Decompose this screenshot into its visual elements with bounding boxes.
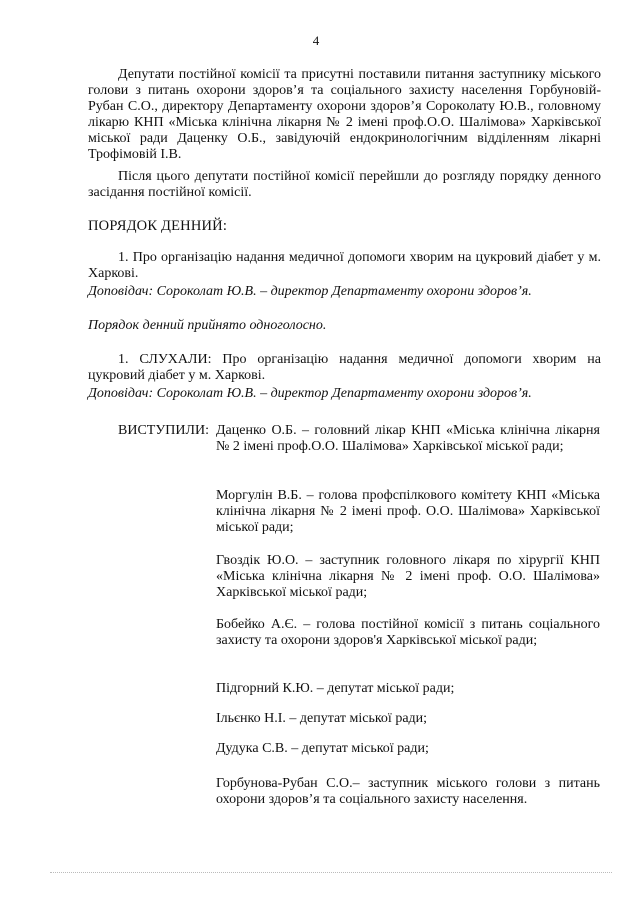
agenda-reporter: Доповідач: Сороколат Ю.В. – директор Департаменту охорони здоров’я. bbox=[88, 284, 532, 299]
speaker-entry: Дудука С.В. – депутат міської ради; bbox=[216, 741, 429, 756]
agenda-adopted-note: Порядок денний прийнято одноголосно. bbox=[88, 318, 327, 333]
page-bottom-divider bbox=[50, 872, 612, 873]
intro-paragraph-2: Після цього депутати постійної комісії перейшли до розгляду порядку денного засідання постійної комісії. bbox=[88, 169, 601, 200]
speaker-entry: Підгорний К.Ю. – депутат міської ради; bbox=[216, 681, 455, 696]
speaker-entry: Моргулін В.Б. – голова профспілкового комітету КНП «Міська клінічна лікарня № 2 імені проф. О.О. Шалімова» Харківської міської ради; bbox=[216, 488, 600, 535]
speaker-entry: Ільєнко Н.І. – депутат міської ради; bbox=[216, 711, 428, 726]
spoke-label: ВИСТУПИЛИ: bbox=[118, 423, 209, 438]
speaker-entry: Бобейко А.Є. – голова постійної комісії з питань соціального захисту та охорони здоров'я Харківської міської ради; bbox=[216, 617, 600, 648]
intro-paragraph-1: Депутати постійної комісії та присутні поставили питання заступнику міського голови з питань охорони здоров’я та соціального захисту населення Горбуновій-Рубан С.О., директору Департаменту охорони здоров’я Сороколату Ю.В., головному лікарю КНП «Міська клінічна лікарня № 2 імені проф.О.О. Шалімова» Харківської міської ради Даценку О.Б., завідуючій ендокринологічним відділенням лікарні Трофімовій І.В. bbox=[88, 67, 601, 162]
speaker-entry: Даценко О.Б. – головний лікар КНП «Міська клінічна лікарня № 2 імені проф.О.О. Шалімова» Харківської міської ради; bbox=[216, 423, 600, 454]
speaker-entry: Горбунова-Рубан С.О.– заступник міського голови з питань охорони здоров’я та соціального захисту населення. bbox=[216, 776, 600, 807]
agenda-heading: ПОРЯДОК ДЕННИЙ: bbox=[88, 218, 228, 234]
speaker-entry: Гвоздік Ю.О. – заступник головного лікаря по хірургії КНП «Міська клінічна лікарня № 2 імені проф. О.О. Шалімова» Харківської міської ради; bbox=[216, 553, 600, 600]
agenda-item: 1. Про організацію надання медичної допомоги хворим на цукровий діабет у м. Харкові. bbox=[88, 250, 601, 281]
heard-item: 1. СЛУХАЛИ: Про організацію надання медичної допомоги хворим на цукровий діабет у м. Харкові. bbox=[88, 352, 601, 383]
heard-reporter: Доповідач: Сороколат Ю.В. – директор Департаменту охорони здоров’я. bbox=[88, 386, 532, 401]
page-number: 4 bbox=[312, 33, 320, 48]
